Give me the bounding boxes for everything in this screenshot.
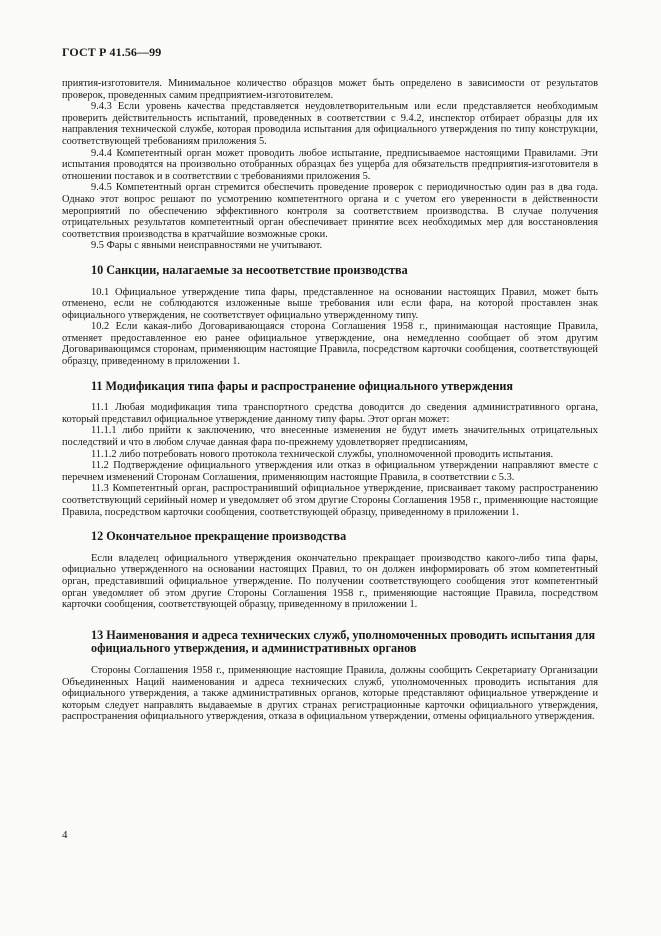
section-heading-11: 11 Модификация типа фары и распространение официального утверждения [91, 378, 513, 393]
paragraph-12: Если владелец официального утверждения окончательно прекращает производство какого-либо типа фары, официально утвержденного на основании настоящих Правил, то он должен информировать об этом компетентный орган, представивший официальное утверждение. По получении соответствующего сообщения этот компетентный орган уведомляет об этом другие Стороны Соглашения 1958 г., применяющие настоящие Правила, посредством карточки сообщения, соответствующей образцу, приведенному в приложении 1. [62, 552, 598, 611]
paragraph-10-2: 10.2 Если какая-либо Договаривающаяся сторона Соглашения 1958 г., принимающая настоящие Правила, отменяет предоставленное ею ранее официальное утверждение, она немедленно сообщает об этом другим Договаривающимся сторонам, применяющим настоящие Правила, посредством карточки сообщения, соответствующей образцу, приведенному в приложении 1. [62, 321, 598, 368]
paragraph-10-1: 10.1 Официальное утверждение типа фары, представленное на основании настоящих Правил, может быть отменено, если не соблюдаются изложенные выше требования или если фара, на которой проставлен знак официального утверждения, не соответствует официально утвержденному типу. [62, 286, 598, 321]
paragraph-9-4-5: 9.4.5 Компетентный орган стремится обеспечить проведение проверок с периодичностью один раз в два года. Однако этот вопрос решают по усмотрению компетентного органа и с учетом его уверенности в действенности мероприятий по обеспечению эффективного контроля за соответствием производства. В случае получения отрицательных результатов компетентный орган обеспечивает принятие всех необходимых мер для восстановления соответствия производства в кратчайшие возможные сроки. [62, 182, 598, 240]
paragraph-11-1: 11.1 Любая модификация типа транспортного средства доводится до сведения административного органа, который представил официальное утверждение данному типу фары. Этот орган может: [62, 402, 598, 425]
paragraph-9-5: 9.5 Фары с явными неисправностями не учитывают. [91, 240, 323, 252]
paragraph-9-4-4: 9.4.4 Компетентный орган может проводить любое испытание, предписываемое настоящими Правилами. Эти испытания проводятся на произвольно отобранных образцах без ущерба для обязательств предприятия-изготовителя в отношении поставок и в соответствии с требованиями приложения 5. [62, 147, 598, 182]
paragraph-11-2: 11.2 Подтверждение официального утверждения или отказ в официальном утверждении направляют вместе с перечнем изменений Сторонам Соглашения, применяющим настоящие Правила, в соответствии с 5.3. [62, 460, 598, 483]
section-heading-12: 12 Окончательное прекращение производства [91, 529, 347, 544]
paragraph-11-3: 11.3 Компетентный орган, распространивший официальное утверждение, присваивает такому распространению соответствующий серийный номер и уведомляет об этом другие Стороны Соглашения 1958 г., применяющие настоящие Правила, посредством карточки сообщения, соответствующей образцу, приведенному в приложении 1. [62, 483, 598, 518]
section-heading-10: 10 Санкции, налагаемые за несоответствие производства [91, 262, 408, 277]
page-number: 4 [62, 829, 68, 841]
paragraph-9-4-3: 9.4.3 Если уровень качества представляется неудовлетворительным или если представляется необходимым проверить действительность испытаний, проведенных в соответствии с 9.4.2, инспектор отбирает образцы для их направления технической службе, которая проводила испытания для официального утверждения по типу конструкции, соответствующей требованиям приложения 5. [62, 101, 598, 147]
paragraph-13: Стороны Соглашения 1958 г., применяющие настоящие Правила, должны сообщить Секретариату Организации Объединенных Наций наименования и адреса технических служб, уполномоченных проводить испытания для официального утверждения, а также административных органов, которые представляют официальное утверждение и которым следует направлять выдаваемые в других странах регистрационные карточки официального утверждения, распространения официального утверждения, отказа в официальном утверждении, отмены официального утверждения. [62, 664, 598, 723]
paragraph-11-1-2: 11.1.2 либо потребовать нового протокола технической службы, уполномоченной проводить испытания. [91, 448, 554, 460]
paragraph-11-1-1: 11.1.1 либо прийти к заключению, что внесенные изменения не будут иметь значительных отрицательных последствий и что в любом случае данная фара по-прежнему удовлетворяет предписаниям, [62, 425, 598, 449]
document-body [62, 78, 598, 723]
paragraph-continuation: приятия-изготовителя. Минимальное количество образцов может быть определено в зависимости от результатов проверок, проведенных самим предприятием-изготовителем. [62, 78, 598, 101]
section-heading-13: 13 Наименования и адреса технических служб, уполномоченных проводить испытания для официального утверждения, и административных органов [91, 627, 596, 656]
document-header: ГОСТ Р 41.56—99 [62, 45, 162, 59]
